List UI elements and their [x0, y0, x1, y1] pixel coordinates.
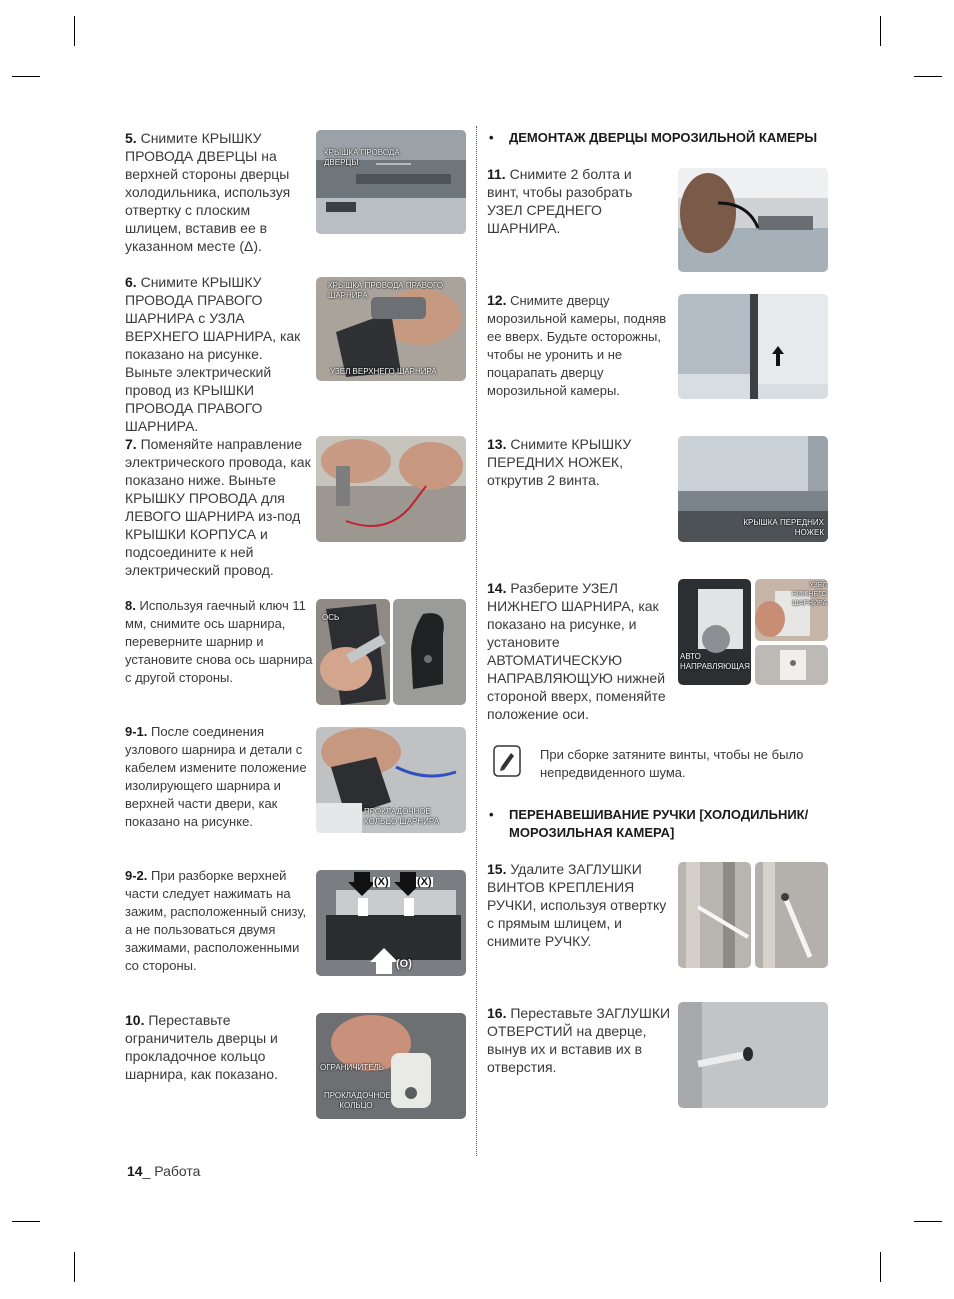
step-8-text — [125, 597, 315, 687]
step-15-photo-b — [755, 862, 828, 968]
crop-mark — [12, 1221, 40, 1222]
step-number: 15. — [487, 861, 507, 877]
step-number: 14. — [487, 580, 507, 596]
step-number: 10. — [125, 1012, 145, 1028]
step-14-photo-a — [678, 579, 751, 685]
step-description: Разберите УЗЕЛ НИЖНЕГО ШАРНИРА, как показано на рисунке, и установите АВТОМАТИЧЕСКУЮ НАПРАВЛЯЮЩУЮ нижней стороной вверх, поменяйте положение оси. — [487, 580, 666, 722]
bullet: • — [489, 807, 494, 822]
step-6-photo — [316, 277, 466, 381]
step-description: Переставьте ЗАГЛУШКИ ОТВЕРСТИЙ на дверце, вынув их и вставив их в отверстия. — [487, 1005, 671, 1075]
step-14-text — [487, 579, 677, 723]
step-14-photo-c — [755, 645, 828, 685]
step-13-photo — [678, 436, 828, 542]
step-description: Поменяйте направление электрического провода, как показано ниже. Выньте КРЫШКУ ПРОВОДА для ЛЕВОГО ШАРНИРА из-под КРЫШКИ КОРПУСА и подсоедините к ней электрический провод. — [125, 436, 311, 578]
step-number: 7. — [125, 436, 137, 452]
step-10-photo — [316, 1013, 466, 1119]
step-description: После соединения узлового шарнира и детали с кабелем измените положение изолирующего шарнира и верхней части двери, как показано на рисунке. — [125, 724, 307, 829]
note-text: При сборке затяните винты, чтобы не было непредвиденного шума. — [540, 747, 804, 780]
step-15-photo-a — [678, 862, 751, 968]
step-16-photo — [678, 1002, 828, 1108]
photo-caption: ПРОКЛАДОЧНОЕ КОЛЬЦО ШАРНИРА — [364, 807, 440, 826]
step-6-text — [125, 273, 313, 435]
label-x-left: (X) — [374, 876, 389, 888]
step-7-photo — [316, 436, 466, 542]
label-o: (O) — [396, 958, 412, 970]
hole-cap-illustration — [678, 1002, 828, 1108]
step-description: Переставьте ограничитель дверцы и прокладочное кольцо шарнира, как показано. — [125, 1012, 278, 1082]
step-12-photo — [678, 294, 828, 399]
page-number: 14 — [127, 1163, 143, 1179]
photo-caption: ОСЬ — [322, 613, 340, 622]
crop-mark — [12, 76, 40, 77]
photo-caption-top: ОГРАНИЧИТЕЛЬ — [320, 1063, 385, 1072]
step-description: Удалите ЗАГЛУШКИ ВИНТОВ КРЕПЛЕНИЯ РУЧКИ, используя отвертку с прямым шлицем, и снимите РУЧКУ. — [487, 861, 667, 949]
step-7-text — [125, 435, 315, 579]
crop-mark — [880, 1252, 881, 1282]
step-number: 9-1. — [125, 724, 148, 739]
screwdriver-illustration — [755, 862, 828, 968]
hinge-detail-illustration — [755, 645, 828, 685]
step-number: 9-2. — [125, 868, 148, 883]
freezer-door-illustration — [678, 294, 828, 399]
heading-text: ДЕМОНТАЖ ДВЕРЦЫ МОРОЗИЛЬНОЙ КАМЕРЫ — [509, 130, 818, 145]
clip-diagram-illustration — [316, 870, 466, 976]
crop-mark — [914, 76, 942, 77]
step-description: Снимите КРЫШКУ ПЕРЕДНИХ НОЖЕК, открутив 2 винта. — [487, 436, 632, 488]
photo-caption-bottom: УЗЕЛ ВЕРХНЕГО ШАРНИРА — [330, 367, 437, 376]
section-heading-door-removal — [489, 129, 839, 147]
section-name: _ Работа — [142, 1163, 201, 1179]
step-5-text — [125, 129, 310, 255]
step-number: 16. — [487, 1005, 507, 1021]
crop-mark — [74, 1252, 75, 1282]
photo-caption: АВТО НАПРАВЛЯЮЩАЯ — [680, 652, 750, 671]
wire-routing-illustration — [316, 436, 466, 542]
step-11-text — [487, 165, 657, 237]
label-x-right: (X) — [417, 876, 432, 888]
step-number: 13. — [487, 436, 507, 452]
step-9-2-photo — [316, 870, 466, 976]
hinge-part-illustration — [393, 599, 466, 705]
photo-caption-top: КРЫШКА ПРОВОДА ПРАВОГО ШАРНИРА — [328, 281, 444, 300]
photo-caption: КРЫШКА ПРОВОДА ДВЕРЦЫ — [324, 148, 400, 167]
step-number: 8. — [125, 598, 136, 613]
step-number: 6. — [125, 274, 137, 290]
photo-caption-bottom: ПРОКЛАДОЧНОЕ КОЛЬЦО — [324, 1091, 391, 1110]
bullet: • — [489, 130, 494, 145]
crop-mark — [914, 1221, 942, 1222]
step-9-2-text — [125, 867, 315, 975]
step-14-photo-b — [755, 579, 828, 641]
step-5-photo — [316, 130, 466, 234]
step-13-text — [487, 435, 657, 489]
note-pencil-icon — [493, 745, 521, 777]
step-15-text — [487, 860, 677, 950]
middle-hinge-illustration — [678, 168, 828, 272]
step-8-photo-b — [393, 599, 466, 705]
step-9-1-photo — [316, 727, 466, 833]
step-16-text — [487, 1004, 672, 1076]
photo-caption: УЗЕЛ НИЖНЕГО ШАРНИРА — [791, 582, 827, 607]
step-description: Снимите КРЫШКУ ПРОВОДА ПРАВОГО ШАРНИРА с УЗЛА ВЕРХНЕГО ШАРНИРА, как показано на рисунке. Выньте электрический провод из КРЫШКИ ПРОВОДА ПРАВОГО ШАРНИРА. — [125, 274, 301, 434]
section-heading-handle-rehang — [489, 806, 839, 842]
page-footer — [127, 1163, 200, 1179]
step-description: Снимите КРЫШКУ ПРОВОДА ДВЕРЦЫ на верхней стороны дверцы холодильника, используя отвертку с плоским шлицем, вставив ее в указанном месте (Δ). — [125, 130, 291, 254]
step-11-photo — [678, 168, 828, 272]
step-description: Снимите дверцу морозильной камеры, подняв ее вверх. Будьте осторожны, чтобы не уронить и не поцарапать дверцу морозильной камеры. — [487, 293, 667, 398]
step-number: 5. — [125, 130, 137, 146]
photo-caption: КРЫШКА ПЕРЕДНИХ НОЖЕК — [743, 518, 824, 537]
step-description: При разборке верхней части следует нажимать на зажим, расположенный снизу, а не пользоваться двумя зажимами, расположенными со стороны. — [125, 868, 307, 973]
step-9-1-text — [125, 723, 315, 831]
step-12-text — [487, 291, 677, 400]
door-wire-cover-illustration — [316, 130, 466, 234]
step-description: Используя гаечный ключ 11 мм, снимите ось шарнира, переверните шарнир и установите снова ось шарнира с другой стороны. — [125, 598, 313, 685]
heading-text: ПЕРЕНАВЕШИВАНИЕ РУЧКИ [ХОЛОДИЛЬНИК/МОРОЗИЛЬНАЯ КАМЕРА] — [509, 807, 809, 840]
step-8-photo-a — [316, 599, 390, 705]
step-10-text — [125, 1011, 310, 1083]
step-number: 12. — [487, 292, 507, 308]
step-description: Снимите 2 болта и винт, чтобы разобрать УЗЕЛ СРЕДНЕГО ШАРНИРА. — [487, 166, 633, 236]
crop-mark — [880, 16, 881, 46]
crop-mark — [74, 16, 75, 46]
step-number: 11. — [487, 166, 506, 182]
column-divider — [476, 126, 477, 1156]
handle-illustration — [678, 862, 751, 968]
